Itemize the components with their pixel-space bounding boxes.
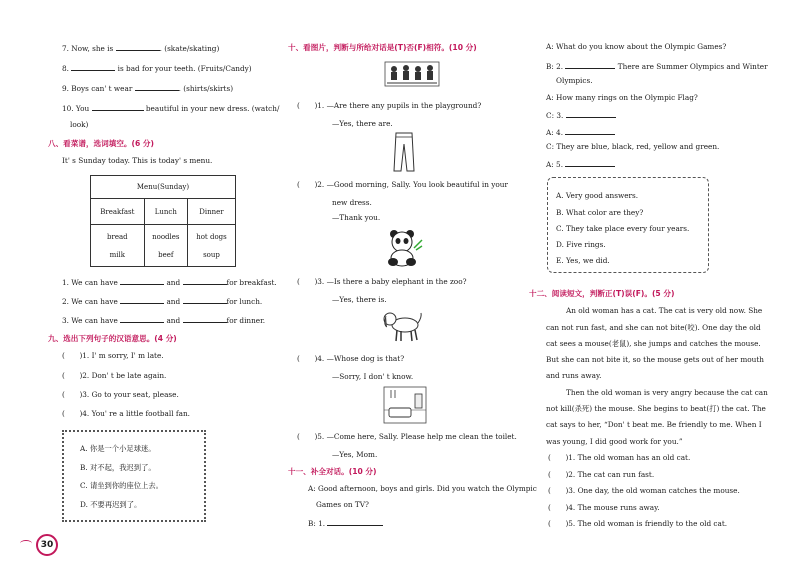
q9: 9. Boys can' t wear . (shirts/skirts)	[62, 84, 234, 93]
menu-cell: noodles beef	[144, 225, 187, 267]
fill-blank[interactable]	[183, 276, 227, 285]
answer-blank[interactable]	[565, 60, 615, 69]
conv-r6: C: They are blue, black, red, yellow and green.	[546, 142, 720, 151]
dialogue-2-cont: new dress.	[332, 198, 372, 207]
section-10-title: 十、看图片，判断与所给对话是(T)否(F)相符。(10 分)	[288, 43, 477, 52]
tf-item: ( )4. The mouse runs away.	[548, 503, 660, 512]
conv-option: D. Five rings.	[556, 240, 606, 249]
conv-option: C. They take place every four years.	[556, 224, 690, 233]
passage-line: Then the old woman is very angry because the cat can	[566, 388, 768, 397]
section-9-title: 九、选出下列句子的汉语意思。(4 分)	[48, 334, 177, 343]
s9-item: ( )4. You' re a little football fan.	[62, 409, 190, 418]
menu-header: Breakfast	[91, 199, 145, 225]
dialogue-5-reply: —Yes, Mom.	[332, 450, 378, 459]
s9-item: ( )2. Don' t be late again.	[62, 371, 167, 380]
pupils-playground-picture	[384, 60, 440, 88]
menu-intro: It' s Sunday today. This is today' s menu.	[62, 156, 213, 165]
q10-cont: look)	[70, 120, 89, 129]
conv-option: B. What color are they?	[556, 208, 644, 217]
conv-option: E. Yes, we did.	[556, 256, 610, 265]
dialogue-2: ( )2. —Good morning, Sally. You look beautiful in your	[297, 180, 508, 189]
section-8-title: 八、看菜谱，选词填空。(6 分)	[48, 139, 154, 148]
menu-cell: bread milk	[91, 225, 145, 267]
s9-option: B. 对不起，我迟到了。	[80, 463, 156, 472]
q8-blank[interactable]	[71, 62, 115, 71]
conv-r7: A: 5.	[546, 158, 615, 170]
tf-item: ( )5. The old woman is friendly to the old cat.	[548, 519, 728, 528]
passage-line: and runs away.	[546, 371, 602, 380]
passage-line: cat says to her, “Don' t beat me. Be friendly to me. When I	[546, 420, 762, 429]
dialogue-4: ( )4. —Whose dog is that?	[297, 354, 405, 363]
s9-option: D. 不要再迟到了。	[80, 500, 142, 509]
fill-blank[interactable]	[183, 314, 227, 323]
q7-blank[interactable]	[116, 42, 160, 51]
conv-r4: C: 3.	[546, 109, 616, 121]
conv-r5: A: 4.	[546, 126, 615, 138]
q10: 10. You beautiful in your new dress. (watch/	[62, 104, 280, 113]
dialogue-2-reply: —Thank you.	[332, 213, 381, 222]
q8: 8. is bad for your teeth. (Fruits/Candy)	[62, 64, 252, 73]
q9-blank[interactable]	[135, 82, 179, 91]
q7: 7. Now, she is . (skate/skating)	[62, 44, 220, 53]
dialogue-3: ( )3. —Is there a baby elephant in the zoo?	[297, 277, 467, 286]
dialogue-3-reply: —Yes, there is.	[332, 295, 387, 304]
q10-blank[interactable]	[92, 102, 144, 111]
dialogue-1: ( )1. —Are there any pupils in the playground?	[297, 101, 482, 110]
s9-option: A. 你是一个小足球迷。	[80, 444, 156, 453]
answer-blank[interactable]	[565, 126, 615, 135]
trousers-picture	[393, 132, 415, 172]
fill-3: 3. We can have and for dinner.	[62, 316, 266, 325]
menu-title: Menu(Sunday)	[91, 176, 236, 199]
conv-option: A. Very good answers.	[556, 191, 639, 200]
dialogue-1-reply: —Yes, there are.	[332, 119, 393, 128]
fill-blank[interactable]	[183, 295, 227, 304]
s9-option: C. 请坐到你的座位上去。	[80, 481, 163, 490]
fill-blank[interactable]	[120, 276, 164, 285]
passage-line: was young, I did good work for you.”	[546, 437, 683, 446]
menu-header: Lunch	[144, 199, 187, 225]
dialogue-5: ( )5. —Come here, Sally. Please help me clean the toilet.	[297, 432, 517, 441]
menu-cell: hot dogs soup	[187, 225, 235, 267]
section-11-title: 十一、补全对话。(10 分)	[288, 467, 377, 476]
conv-r3: A: How many rings on the Olympic Flag?	[546, 93, 698, 102]
s9-item: ( )1. I' m sorry, I' m late.	[62, 351, 164, 360]
answer-blank[interactable]	[565, 158, 615, 167]
passage-line: But she can not bite it, so the mouse gets out of her mouth	[546, 355, 765, 364]
passage-line: not kill(杀死) the mouse. She begins to beat(打) the cat. The	[546, 404, 766, 413]
fill-blank[interactable]	[120, 314, 164, 323]
fill-blank[interactable]	[120, 295, 164, 304]
passage-line: cat sees a mouse(老鼠), she jumps and catches the mouse.	[546, 339, 761, 348]
tf-item: ( )1. The old woman has an old cat.	[548, 453, 691, 462]
dialogue-4-reply: —Sorry, I don' t know.	[332, 372, 414, 381]
dog-picture	[381, 307, 423, 343]
s9-item: ( )3. Go to your seat, please.	[62, 390, 179, 399]
bathroom-picture	[383, 386, 427, 424]
fill-2: 2. We can have and for lunch.	[62, 297, 263, 306]
section-12-title: 十二、阅读短文，判断正(T)误(F)。(5 分)	[529, 289, 675, 298]
menu-table	[90, 175, 236, 267]
passage-line: can not run fast, and she can not bite(咬). One day the old	[546, 323, 761, 332]
tf-item: ( )3. One day, the old woman catches the mouse.	[548, 486, 740, 495]
panda-picture	[384, 228, 424, 268]
answer-blank[interactable]	[566, 109, 616, 118]
answer-blank[interactable]	[327, 517, 383, 526]
conv-r2-cont: Olympics.	[556, 76, 593, 85]
page-number: 30	[36, 534, 58, 556]
conversation-a1: A: Good afternoon, boys and girls. Did you watch the Olympic	[308, 484, 537, 493]
passage-line: An old woman has a cat. The cat is very old now. She	[566, 306, 763, 315]
conv-r2: B: 2. There are Summer Olympics and Winter	[546, 62, 768, 71]
menu-header: Dinner	[187, 199, 235, 225]
page-number-decoration	[20, 540, 32, 547]
fill-1: 1. We can have and for breakfast.	[62, 278, 277, 287]
conv-r1: A: What do you know about the Olympic Games?	[546, 42, 727, 51]
conversation-b1: B: 1.	[308, 517, 383, 529]
conversation-a1-cont: Games on TV?	[316, 500, 369, 509]
tf-item: ( )2. The cat can run fast.	[548, 470, 655, 479]
